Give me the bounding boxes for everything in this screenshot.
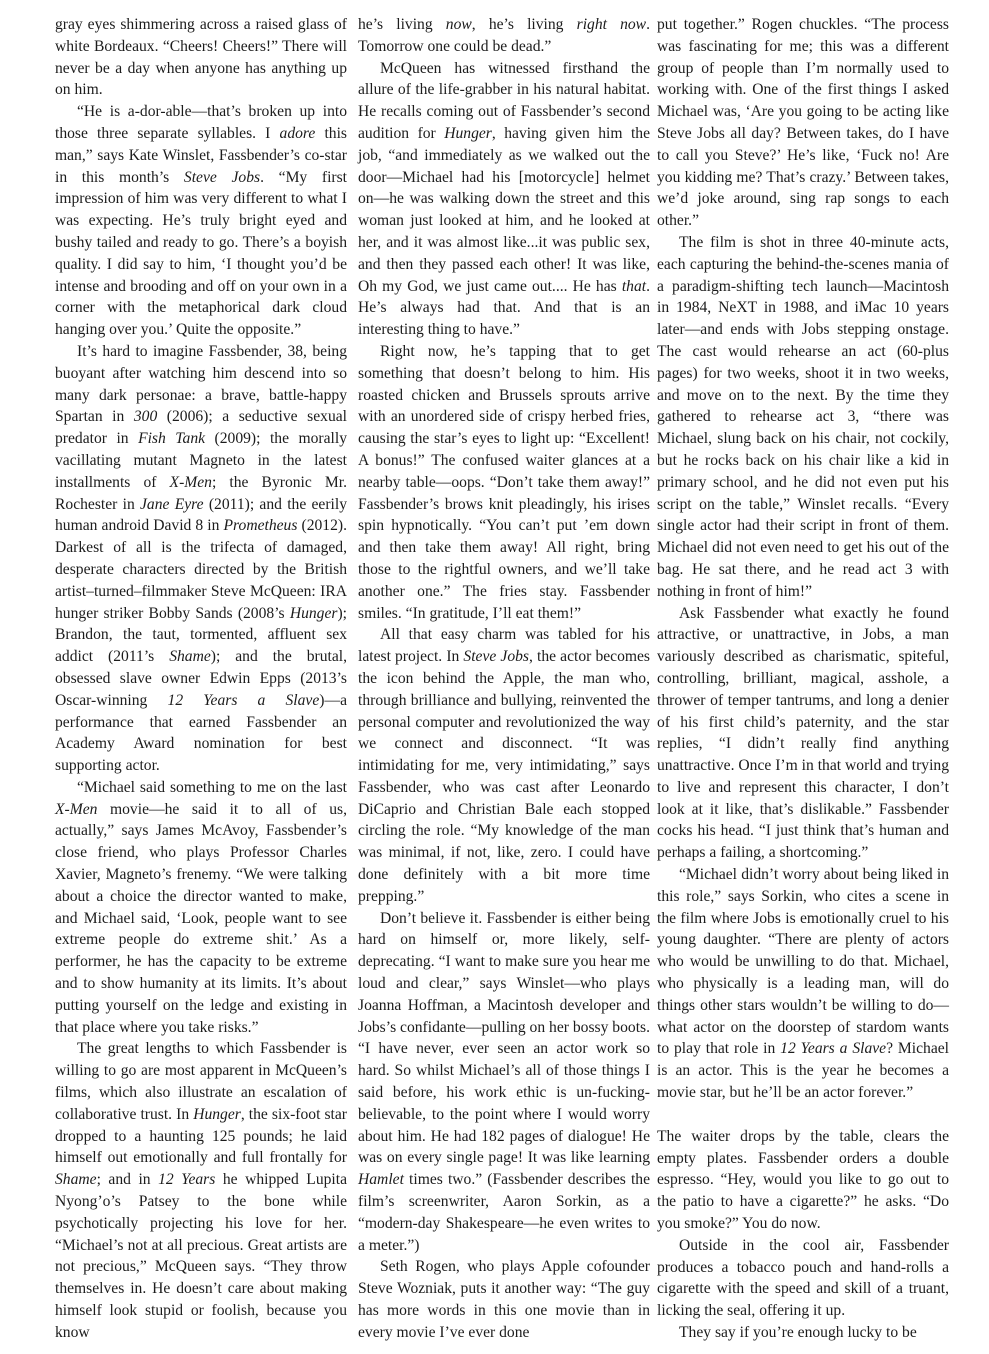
- paragraph: Seth Rogen, who plays Apple cofounder Steve Wozniak, puts it another way: “The guy has more words in this one movie than in every movie I’ve ever done: [358, 1258, 650, 1341]
- paragraph: All that easy charm was tabled for his latest project. In Steve Jobs, the actor becomes the icon behind the Apple, the man who, through brilliance and bullying, reinvented the personal computer and revolutionized the way we connect and disconnect. “It was intimidating for me, very intimidating,” says Fassbender, who was cast after Leonardo DiCaprio and Christian Bale each stopped circling the role. “My knowledge of the man was minimal, if not, like, zero. I could have done definitely with a bit more time prepping.”: [358, 626, 651, 905]
- paragraph: Don’t believe it. Fassbender is either being hard on himself or, more likely, self-deprecating. “I want to make sure you hear me loud and clear,” says Winslet—who plays Joanna Hoffman, a Macintosh developer and Jobs’s confidante—pulling on her bossy boots. “I have never, ever seen an actor work so hard. So whilst Michael’s all of those things I said before, his work ethic is un-fucking-believable, to the point where I would worry about him. He had 182 pages of dialogue! He was on every single page! It was like learning Hamlet times two.” (Fassbender describes the film’s screenwriter, Aaron Sorkin, as a “modern-day Shakespeare—he even writes to a meter.”): [358, 909, 650, 1254]
- paragraph: Ask Fassbender what exactly he found attractive, or unattractive, in Jobs, a man variously described as charismatic, spiteful, controlling, brilliant, magical, asshole, a thrower of temper tantrums, and long a denier of his first child’s paternity, and the star replies, “I didn’t really find anything unattractive. Once I’m in that world and trying to live and represent this character, I don’t look at it like, that’s dislikable.” Fassbender cocks his head. “I just think that’s human and perhaps a failing, a shortcoming.”: [657, 604, 949, 862]
- paragraph: They say if you’re enough lucky to be: [679, 1324, 917, 1342]
- paragraph: Outside in the cool air, Fassbender produces a tobacco pouch and hand-rolls a cigarette with the speed and skill of a truant, licking the seal, offering it up.: [657, 1236, 949, 1320]
- paragraph: The film is shot in three 40-minute acts, each capturing the behind-the-scenes mania of a paradigm-shifting tech launch—Macintosh in 1984, NeXT in 1988, and iMac 10 years later—and ends with Jobs stepping onstage. The cast would rehearse an act (60-plus pages) for two weeks, shoot it in two weeks, and move on to the next. By the time they gathered to rehearse act 3, “there was Michael, slung back on his chair, not cockily, but he rocks back on his chair like a kid in primary school, and he did not even put his script on the table,” Winslet recalls. “Every single actor had their script in front of them. Michael did not even need to get his out of the bag. He sat there, and he read act 3 with nothing in front of him!”: [657, 233, 949, 600]
- paragraph: put together.” Rogen chuckles. “The process was fascinating for me; this was a different group of people than I’m normally used to working with. One of the first things I asked Michael was, ‘Are you going to be acting like Steve Jobs all day? Between takes, do I have to call you Steve?’ He’s like, ‘Fuck no! Are you kidding me? That’s crazy.’ Between takes, we’d joke around, sing rap songs to each other.”: [657, 16, 949, 230]
- paragraph: he’s living now, he’s living right now. Tomorrow one could be dead.”: [358, 16, 650, 55]
- article-column-1: [55, 14, 347, 1344]
- article-column-2: [358, 14, 650, 1344]
- paragraph: It’s hard to imagine Fassbender, 38, being buoyant after watching him descend into so many dark personae: a brave, battle-happy Spartan in 300 (2006); a seductive sexual predator in Fish Tank (2009); the morally vacillating mutant Magneto in the latest installments of X-Men; the Byronic Mr. Rochester in Jane Eyre (2011); and the eerily human android David 8 in Prometheus (2012). Darkest of all is the trifecta of damaged, desperate characters directed by the British artist–turned–filmmaker Steve McQueen: IRA hunger striker Bobby Sands (2008’s Hunger); Brandon, the taut, tormented, affluent sex addict (2011’s Shame); and the brutal, obsessed slave owner Edwin Epps (2013’s Oscar-winning 12 Years a Slave)—a performance that earned Fassbender an Academy Award nomination for best supporting actor.: [55, 342, 348, 775]
- article-column-3: [657, 14, 949, 1344]
- paragraph: “He is a-dor-able—that’s broken up into those three separate syllables. I adore this man,” says Kate Winslet, Fassbender’s co-star in this month’s Steve Jobs. “My first impression of him was very different to what I was expecting. He’s truly bright eyed and bushy tailed and ready to go. There’s a boyish quality. I did say to him, ‘I thought you’d be intense and brooding and off on your own in a corner with the metaphorical dark cloud hanging over you.’ Quite the opposite.”: [55, 103, 348, 339]
- paragraph: The great lengths to which Fassbender is willing to go are most apparent in McQueen’s films, which also illustrate an escalation of collaborative trust. In Hunger, the six-foot star dropped to a haunting 125 pounds; he laid himself out emotionally and full frontally for Shame; and in 12 Years he whipped Lupita Nyong’o’s Patsey to the bone while psychotically projecting his love for her. “Michael’s not at all precious. Great artists are not precious,” McQueen says. “They throw themselves in. He doesn’t care about making himself look stupid or foolish, because you know: [55, 1040, 347, 1341]
- paragraph: gray eyes shimmering across a raised glass of white Bordeaux. “Cheers! Cheers!” There will never be a day when anyone has anything up on him.: [55, 16, 347, 99]
- paragraph: The waiter drops by the table, clears the empty plates. Fassbender orders a double espresso. “Hey, would you like to go out to the patio to have a cigarette?” he asks. “Do you smoke?” You do now.: [657, 1127, 949, 1233]
- paragraph: “Michael didn’t worry about being liked in this role,” says Sorkin, who cites a scene in the film where Jobs is emotionally cruel to his young daughter. “There are plenty of actors who would be unwilling to do that. Michael, who physically is a leading man, will do things other stars wouldn’t be willing to do—what actor on the doorstep of stardom wants to play that role in 12 Years a Slave? Michael is an actor. This is the year he becomes a movie star, but he’ll be an actor forever.”: [657, 866, 949, 1102]
- paragraph: “Michael said something to me on the last X-Men movie—he said it to all of us, actually,” says James McAvoy, Fassbender’s close friend, who plays Professor Charles Xavier, Magneto’s frenemy. “We were talking about a choice the director wanted to make, and Michael said, ‘Look, people want to see extreme people do extreme shit.’ As a performer, he has the capacity to be extreme and to show humanity at its limits. It’s about putting yourself on the ledge and existing in that place where you take risks.”: [55, 778, 347, 1036]
- paragraph: McQueen has witnessed firsthand the allure of the life-grabber in his natural habitat. He recalls coming out of Fassbender’s second audition for Hunger, having given him the job, “and immediately as we walked out the door—Michael had his [motorcycle] helmet on—he was walking down the street and this woman just looked at him, and he looked at her, and it was almost like...it was public sex, and then they passed each other! It was like, Oh my God, we just came out.... He has that. He’s always had that. And that is an interesting thing to have.”: [358, 59, 651, 339]
- paragraph: Right now, he’s tapping that to get something that doesn’t belong to him. His roasted chicken and Brussels sprouts arrive with an unordered side of crispy herbed fries, causing the star’s eyes to light up: “Excellent! A bonus!” The confused waiter glances at a nearby table—oops. “Don’t take them away!” Fassbender’s brows knit pleadingly, his irises spin hypnotically. “You can’t put ’em down and then take them away! All right, bring those to the rightful owners, and we’ll take another one.” The fries stay. Fassbender smiles. “In gratitude, I’ll eat them!”: [358, 342, 650, 622]
